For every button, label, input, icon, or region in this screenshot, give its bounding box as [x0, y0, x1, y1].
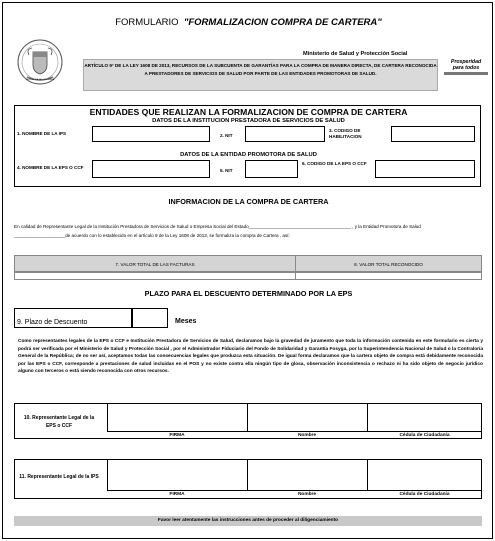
- term-months-field[interactable]: [132, 308, 168, 328]
- total-invoices-header: 7. VALOR TOTAL DE LAS FACTURAS: [115, 262, 195, 267]
- eps-name-field[interactable]: [92, 160, 210, 178]
- eps-signature-block: [14, 403, 482, 439]
- purchase-heading: INFORMACION DE LA COMPRA DE CARTERA: [168, 197, 329, 206]
- eps-name-label: 4. NOMBRE DE LA EPS O CCF: [17, 165, 84, 170]
- ips-nit-label: 2. NIT: [220, 133, 233, 138]
- brand-flag-bar: [444, 72, 488, 75]
- eps-nit-field[interactable]: [245, 160, 298, 178]
- eps-code-label: 6. CODIGO DE LA EPS O CCF: [302, 161, 367, 166]
- legal-notice: ARTÍCULO 9° DE LA LEY 1608 DE 2013, RECURSOS DE LA SUBCUENTA DE GARANTÍAS PARA LA COMPRA DE MANERA DIRECTA, DE CARTERA RECONOCIDA A PRESTADORES DE SERVICIOS DE SALUD POR PARTE DE LAS ENTIDADES PROMOTORAS DE SALUD.: [83, 59, 438, 91]
- eps-heading: DATOS DE LA ENTIDAD PROMOTORA DE SALUD: [180, 152, 317, 158]
- entities-heading: ENTIDADES QUE REALIZAN LA FORMALIZACION DE COMPRA DE CARTERA: [89, 107, 408, 117]
- purchase-text-line2: ____________________de acuerdo con lo establecido en el artículo 9 de la Ley 1608 de 2013, se formaliza la compra de Cartera , así:: [14, 233, 290, 238]
- ips-code-field[interactable]: [391, 126, 475, 142]
- total-invoices-input[interactable]: [15, 273, 295, 279]
- eps-firma-field[interactable]: [107, 404, 247, 432]
- title-prefix: FORMULARIO: [115, 17, 179, 28]
- coat-of-arms-logo: [17, 39, 63, 85]
- eps-nombre-field[interactable]: [247, 404, 367, 432]
- purchase-text-line1: En calidad de Representante Legal de la Institución Prestadora de Servicios de Salud o Empresa Social del Estado________________________________________ , y la Entidad Promotora de Salud: [14, 224, 421, 229]
- ips-cedula-caption: Cédula de Ciudadanía: [399, 492, 450, 497]
- ips-nit-field[interactable]: [245, 126, 325, 142]
- ips-name-label: 1. NOMBRE DE LA IPS: [17, 131, 67, 136]
- term-label: 9. Plazo de Descuento: [17, 319, 88, 326]
- ips-cedula-field[interactable]: [367, 460, 482, 491]
- ips-nombre-caption: Nombre: [297, 492, 317, 497]
- values-table-row: [14, 272, 482, 280]
- total-recognized-header: 8. VALOR TOTAL RECONOCIDO: [295, 256, 481, 273]
- eps-representative-label: 10. Representante Legal de la EPS o CCF: [23, 415, 95, 429]
- form-page: [2, 2, 493, 539]
- ips-code-label: 3. CODIGO DE HABILITACION: [329, 128, 362, 139]
- ips-representative-label: 11. Representante Legal de la IPS: [19, 474, 99, 480]
- svg-text:REPÚBLICA DE COLOMBIA: REPÚBLICA DE COLOMBIA: [25, 79, 55, 81]
- instructions-footer: Favor leer atentamente las instrucciones antes de proceder al diligenciamiento: [14, 516, 482, 526]
- values-table-header: [14, 255, 482, 272]
- eps-code-field[interactable]: [375, 160, 475, 178]
- term-unit: Meses: [175, 318, 197, 325]
- eps-firma-caption: FIRMA: [169, 433, 185, 438]
- eps-nit-label: 5. NIT: [220, 168, 233, 173]
- ministry-name: Ministerio de Salud y Protección Social: [303, 51, 408, 57]
- ips-signature-block: [14, 459, 482, 499]
- total-recognized-input[interactable]: [295, 273, 481, 279]
- eps-nombre-caption: Nombre: [297, 433, 317, 438]
- term-heading: PLAZO PARA EL DESCUENTO DETERMINADO POR LA EPS: [144, 289, 353, 298]
- form-title: [3, 17, 494, 28]
- sworn-declaration: Como representantes legales de la EPS o CCF e Institución Prestadora de Servicios de Salud, declaramos bajo la gravedad de juramento que toda la información contenida en este formulario es cierta y podrá ser verificada por el Ministerio de Salud y Protección Social , por el Administrador Fiduciario del Fondo de Solidaridad y Garantía Fosyga, por la Superintendencia Nacional de Salud o la Contraloría General de la República; de no ser así, aceptamos todas las consecuencias legales que produzca esta situación. De igual forma declaramos que la cartera objeto de compra está debidamente reconocida por las EPS o CCF, corresponde a prestaciones de salud incluidas en el POS y no existe contra ella ningún tipo de glosa, observación inconsistencia o rechazo ni ha sido objeto de negocio jurídico alguno con terceros o está siendo reconocida con otros recursos.: [18, 339, 483, 374]
- title-emphasis: "FORMALIZACION COMPRA DE CARTERA": [183, 17, 382, 28]
- ips-heading: DATOS DE LA INSTITUCION PRESTADORA DE SERVICIOS DE SALUD: [152, 118, 345, 124]
- term-label-box: [14, 308, 132, 328]
- ips-nombre-field[interactable]: [247, 460, 367, 491]
- ips-firma-caption: FIRMA: [169, 492, 185, 497]
- eps-cedula-caption: Cédula de Ciudadanía: [399, 433, 450, 438]
- ips-firma-field[interactable]: [107, 460, 247, 491]
- ips-name-field[interactable]: [92, 126, 210, 142]
- entities-section: [14, 105, 481, 187]
- prosperidad-brand: Prosperidad para todos: [444, 59, 488, 75]
- eps-cedula-field[interactable]: [367, 404, 482, 432]
